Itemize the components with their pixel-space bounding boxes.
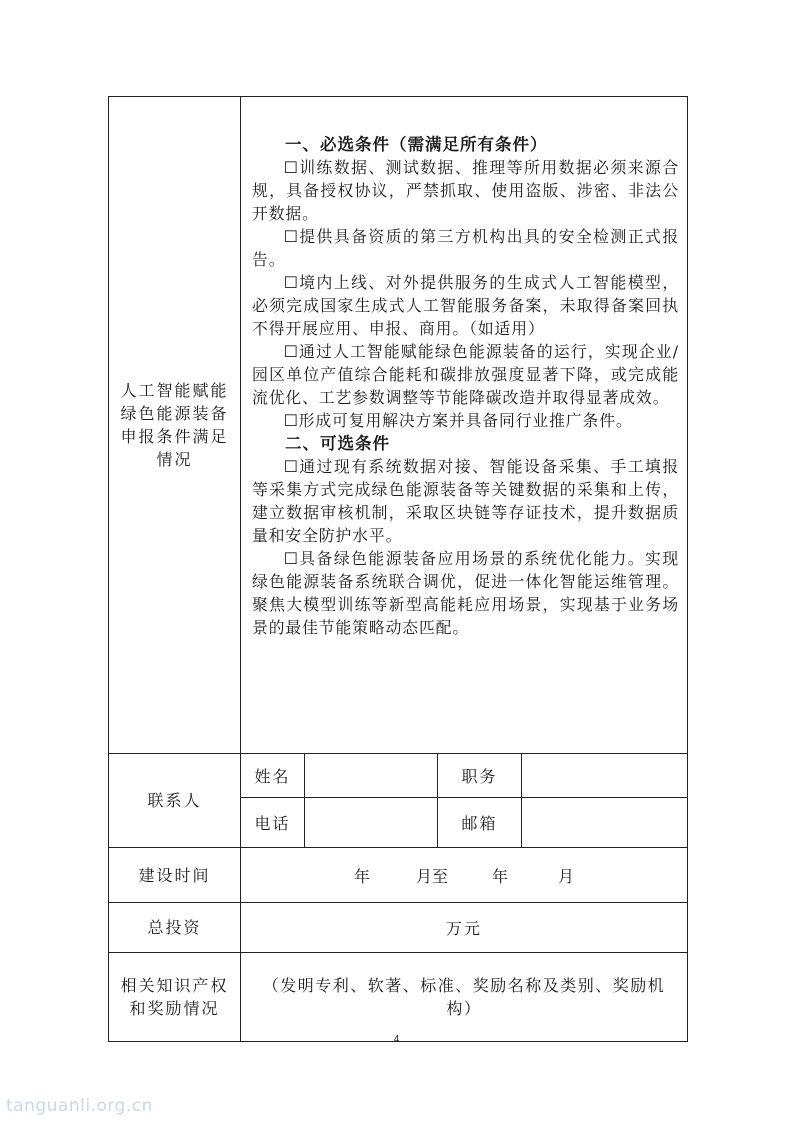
investment-row (109, 903, 688, 953)
phone-label: 电话 (241, 798, 305, 848)
required-heading: 一、必选条件（需满足所有条件） (285, 135, 548, 154)
optional-heading: 二、可选条件 (285, 434, 390, 453)
required-item: ☐形成可复用解决方案并具备同行业推广条件。 (283, 411, 633, 430)
construction-time-row (109, 848, 688, 903)
position-field[interactable] (522, 754, 688, 798)
page-number: 4 (393, 1034, 400, 1045)
application-form-table (108, 96, 688, 1042)
construction-time-field[interactable] (241, 848, 688, 903)
investment-unit: 万元 (446, 919, 483, 938)
name-label: 姓名 (241, 754, 305, 798)
required-item: ☐境内上线、对外提供服务的生成式人工智能模型，必须完成国家生成式人工智能服务备案，未取得备案回执不得开展应用、申报、商用。（如适用） (252, 273, 680, 338)
construction-time-line (241, 864, 687, 887)
ip-field[interactable] (241, 953, 688, 1042)
conditions-row (109, 97, 688, 754)
required-item: ☐训练数据、测试数据、推理等所用数据必须来源合规，具备授权协议，严禁抓取、使用盗版、涉密、非法公开数据。 (252, 158, 680, 223)
email-field[interactable] (522, 798, 688, 848)
conditions-label: 人工智能赋能绿色能源装备申报条件满足情况 (109, 97, 241, 754)
start-month-unit: 月至 (416, 866, 449, 886)
watermark: tanguanli.org.cn (6, 1096, 153, 1116)
end-year-unit: 年 (492, 866, 509, 886)
ip-label: 相关知识产权和奖励情况 (109, 953, 241, 1042)
construction-time-label: 建设时间 (109, 848, 241, 903)
required-item: ☐通过人工智能赋能绿色能源装备的运行，实现企业/园区单位产值综合能耗和碳排放强度显著下降，或完成能流优化、工艺参数调整等节能降碳改造并取得显著成效。 (252, 342, 680, 407)
start-year-unit: 年 (353, 866, 370, 886)
name-field[interactable] (305, 754, 438, 798)
email-label: 邮箱 (438, 798, 522, 848)
position-label: 职务 (438, 754, 522, 798)
ip-note: （发明专利、软著、标准、奖励名称及类别、奖励机构） (262, 976, 666, 1018)
contact-label: 联系人 (109, 754, 241, 848)
investment-label: 总投资 (109, 903, 241, 953)
optional-item: ☐具备绿色能源装备应用场景的系统优化能力。实现绿色能源装备系统联合调优，促进一体化智能运维管理。聚焦大模型训练等新型高能耗应用场景，实现基于业务场景的最佳节能策略动态匹配。 (252, 549, 680, 637)
conditions-cell (241, 97, 688, 754)
phone-field[interactable] (305, 798, 438, 848)
ip-row (109, 953, 688, 1042)
required-item: ☐提供具备资质的第三方机构出具的安全检测正式报告。 (252, 227, 680, 269)
optional-item: ☐通过现有系统数据对接、智能设备采集、手工填报等采集方式完成绿色能源装备等关键数据的采集和上传，建立数据审核机制，采取区块链等存证技术，提升数据质量和安全防护水平。 (252, 457, 680, 545)
end-month-unit: 月 (558, 866, 575, 886)
investment-field[interactable] (241, 903, 688, 953)
contact-name-row (109, 754, 688, 798)
